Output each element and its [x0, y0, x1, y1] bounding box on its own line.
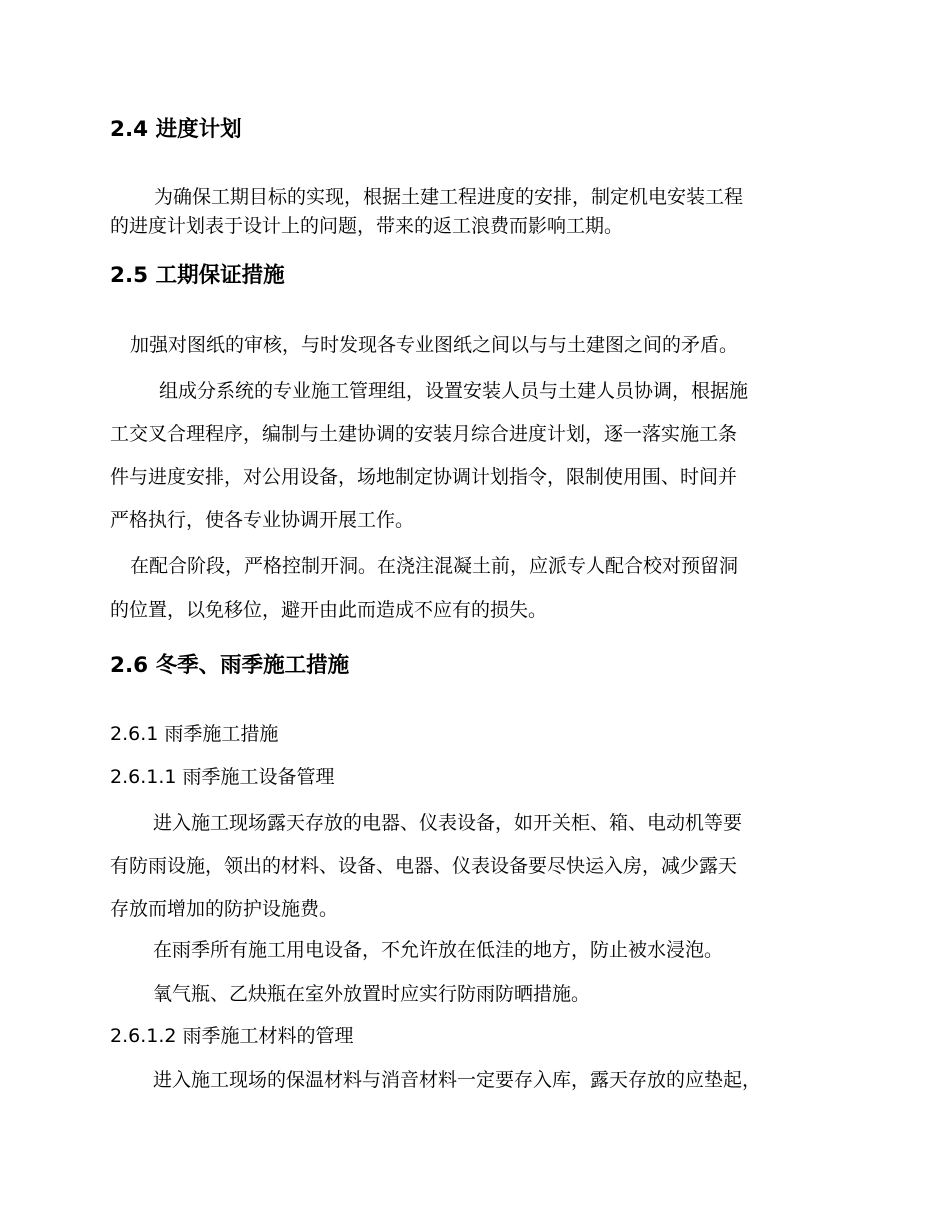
- paragraph: [110, 183, 845, 241]
- paragraph: [110, 544, 845, 632]
- paragraph: [110, 370, 845, 542]
- paragraph: [110, 933, 845, 967]
- text-line: 件与进度安排，对公用设备，场地制定协调计划指令，限制使用围、时间并: [110, 466, 738, 488]
- subsection-heading-2-6-1: 2.6.1 雨季施工措施: [110, 723, 279, 745]
- text-line: 组成分系统的专业施工管理组，设置安装人员与土建人员协调，根据施: [159, 380, 749, 402]
- section-heading-2-4: 2.4 进度计划: [110, 117, 242, 142]
- section-heading-2-5: 2.5 工期保证措施: [110, 263, 285, 288]
- paragraph: [110, 328, 845, 362]
- text-line: 氧气瓶、乙炔瓶在室外放置时应实行防雨防晒措施。: [153, 983, 591, 1005]
- subsection-heading-2-6-1-1: 2.6.1.1 雨季施工设备管理: [110, 766, 335, 788]
- paragraph: [110, 1063, 845, 1097]
- section-heading-2-6: 2.6 冬季、雨季施工措施: [110, 653, 350, 678]
- text-line: 在雨季所有施工用电设备，不允许放在低洼的地方，防止被水浸泡。: [153, 939, 724, 961]
- text-line: 在配合阶段，严格控制开洞。在浇注混凝土前，应派专人配合校对预留洞: [130, 555, 739, 577]
- paragraph: [110, 977, 845, 1011]
- subsection-heading-2-6-1-2: 2.6.1.2 雨季施工材料的管理: [110, 1025, 354, 1047]
- text-line: 存放而增加的防护设施费。: [110, 898, 339, 920]
- text-line: 为确保工期目标的实现，根据土建工程进度的安排，制定机电安装工程: [154, 186, 744, 208]
- text-line: 进入施工现场露天存放的电器、仪表设备，如开关柜、箱、电动机等要: [153, 812, 743, 834]
- text-line: 有防雨设施，领出的材料、设备、电器、仪表设备要尽快运入房，减少露天: [110, 855, 738, 877]
- text-line: 进入施工现场的保温材料与消音材料一定要存入库，露天存放的应垫起，: [153, 1069, 762, 1091]
- text-line: 的位置，以免移位，避开由此而造成不应有的损失。: [110, 599, 548, 621]
- text-line: 严格执行，使各专业协调开展工作。: [110, 509, 415, 531]
- text-line: 加强对图纸的审核，与时发现各专业图纸之间以与与土建图之间的矛盾。: [130, 334, 739, 356]
- text-line: 工交叉合理程序，编制与土建协调的安装月综合进度计划，逐一落实施工条: [110, 423, 738, 445]
- text-line: 的进度计划表于设计上的问题，带来的返工浪费而影响工期。: [110, 215, 624, 237]
- paragraph: [110, 802, 845, 931]
